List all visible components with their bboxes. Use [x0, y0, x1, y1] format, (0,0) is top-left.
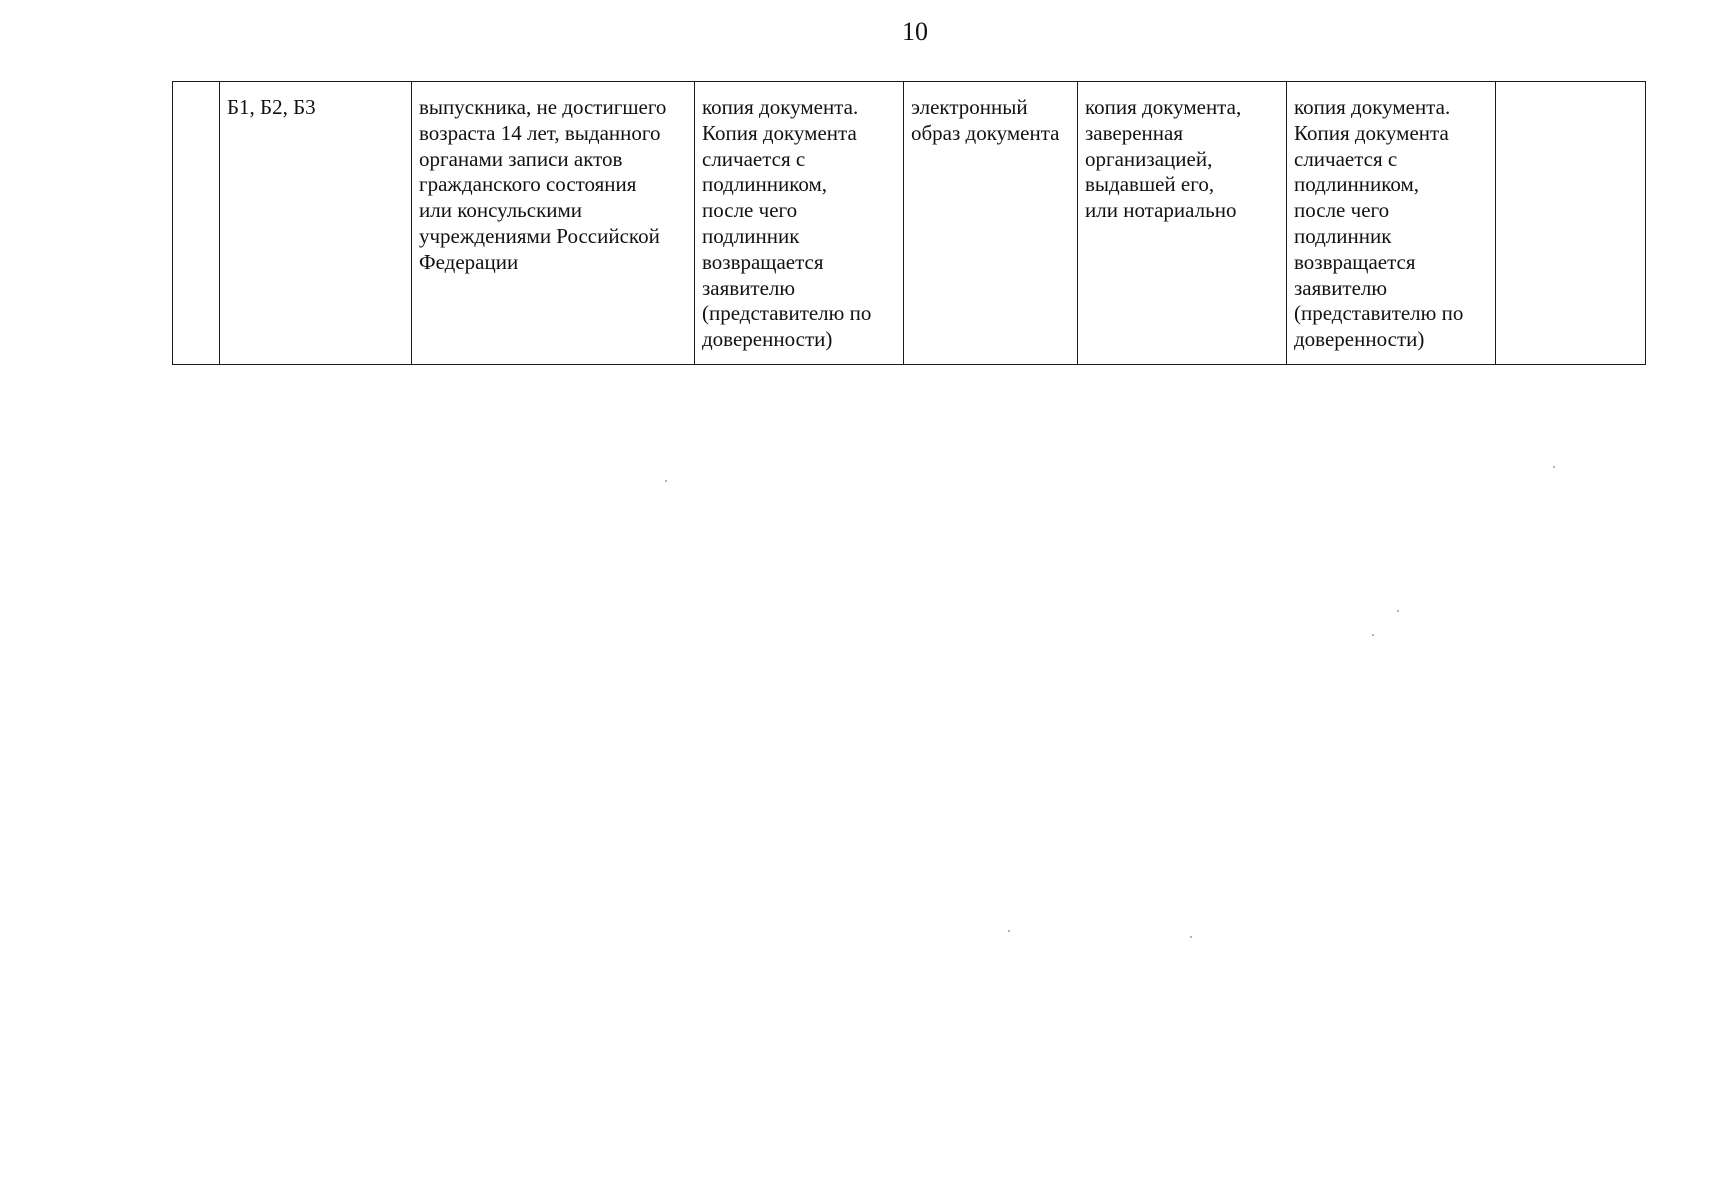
cell-line: электронный [911, 95, 1028, 119]
cell-line: Федерации [419, 249, 519, 274]
cell-line: гражданского состояния [419, 172, 637, 197]
table-cell-electronic-submission [904, 82, 1078, 365]
scan-speck [1190, 936, 1192, 938]
cell-line: подлинник [1294, 223, 1392, 248]
table-cell-mfc-submission [1287, 82, 1496, 365]
cell-line: выпускника, не достигшего [419, 95, 667, 119]
cell-line: выдавшей его, [1085, 172, 1215, 197]
cell-line: (представителю по [702, 301, 872, 326]
cell-line: или нотариально [1085, 198, 1237, 223]
cell-line: возвращается [1294, 249, 1416, 274]
scan-speck [1372, 634, 1374, 636]
cell-line: подлинником, [1294, 172, 1420, 197]
cell-line: доверенности) [1294, 327, 1425, 352]
table-cell-mail-submission [1078, 82, 1287, 365]
cell-line: организацией, [1085, 146, 1213, 171]
cell-line: доверенности) [702, 327, 833, 352]
cell-line: Б1, Б2, Б3 [227, 95, 316, 119]
cell-line: копия документа. [702, 95, 859, 119]
table-cell-index [173, 82, 220, 365]
cell-line: сличается с [1294, 146, 1398, 171]
scan-speck [665, 480, 667, 482]
table-cell-category [220, 82, 412, 365]
cell-line: возраста 14 лет, выданного [419, 120, 661, 145]
scan-speck [1553, 466, 1555, 468]
cell-line: копия документа. [1294, 95, 1451, 119]
cell-line: возвращается [702, 249, 824, 274]
cell-line: заявителю [1294, 275, 1388, 300]
cell-line: после чего [702, 198, 798, 223]
cell-line: заявителю [702, 275, 796, 300]
cell-line: Копия документа [702, 120, 857, 145]
cell-line: органами записи актов [419, 146, 623, 171]
cell-line: или консульскими [419, 198, 583, 223]
cell-line: сличается с [702, 146, 806, 171]
table-cell-document-description [412, 82, 695, 365]
cell-line: после чего [1294, 198, 1390, 223]
cell-line: (представителю по [1294, 301, 1464, 326]
page-number: 10 [902, 17, 928, 46]
table-row [173, 82, 1646, 365]
cell-line: подлинник [702, 223, 800, 248]
scan-speck [1397, 610, 1399, 612]
cell-line: подлинником, [702, 172, 828, 197]
cell-line: заверенная [1085, 120, 1184, 145]
scan-speck [1008, 930, 1010, 932]
cell-line: Копия документа [1294, 120, 1449, 145]
table-cell-in-person-submission [695, 82, 904, 365]
table-cell-notes [1496, 82, 1646, 365]
cell-line: учреждениями Российской [419, 223, 660, 248]
cell-line: копия документа, [1085, 95, 1242, 119]
document-table [172, 81, 1646, 365]
cell-line: образ документа [911, 120, 1060, 145]
